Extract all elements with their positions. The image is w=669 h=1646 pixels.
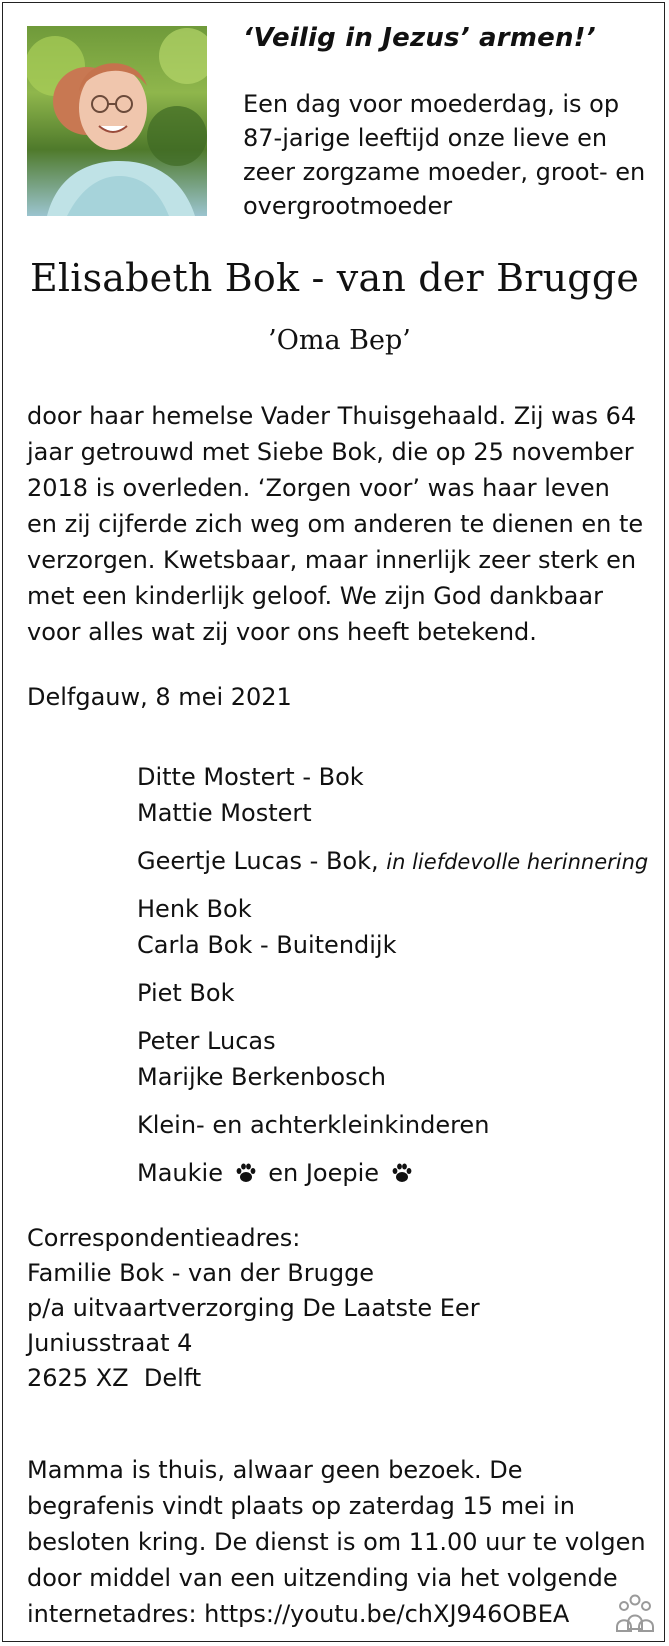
family-member-note: in liefdevolle herinnering <box>386 850 649 874</box>
family-member: Carla Bok - Buitendijk <box>137 931 397 959</box>
address-line: p/a uitvaartverzorging De Laatste Eer <box>27 1294 480 1322</box>
family-member: Ditte Mostert - Bok <box>137 763 364 791</box>
paw-print-icon <box>235 1162 257 1190</box>
people-group-logo <box>613 1593 657 1637</box>
address-line: 2625 XZ Delft <box>27 1364 202 1392</box>
portrait-photo <box>27 26 207 216</box>
paw-print-icon <box>391 1162 413 1190</box>
pet-name: Maukie <box>137 1159 223 1187</box>
deceased-name: Elisabeth Bok - van der Brugge <box>29 256 640 300</box>
tagline: ‘Veilig in Jezus’ armen!’ <box>243 23 596 53</box>
family-member: Henk Bok <box>137 895 252 923</box>
nickname: ’Oma Bep’ <box>268 325 411 356</box>
family-member-row <box>137 847 648 875</box>
family-member: Geertje Lucas - Bok, <box>137 847 379 875</box>
address-line: Familie Bok - van der Brugge <box>27 1259 375 1287</box>
family-member: Marijke Berkenbosch <box>137 1063 386 1091</box>
address-line: Juniusstraat 4 <box>27 1329 193 1357</box>
family-member: Klein- en achterkleinkinderen <box>137 1111 490 1139</box>
family-member: Peter Lucas <box>137 1027 276 1055</box>
address-label: Correspondentieadres: <box>27 1224 301 1252</box>
obituary-card <box>2 2 665 1642</box>
family-member: Mattie Mostert <box>137 799 312 827</box>
intro-text: Een dag voor moederdag, is op 87-jarige leeftijd onze lieve en zeer zorgzame moeder, groot- en overgrootmoeder <box>243 90 646 220</box>
family-member: Piet Bok <box>137 979 235 1007</box>
closing-paragraph: Mamma is thuis, alwaar geen bezoek. De begrafenis vindt plaats op zaterdag 15 mei in besloten kring. De dienst is om 11.00 uur te volgen door middel van een uitzending via het volgende <box>27 1456 646 1592</box>
closing-text <box>27 1452 652 1632</box>
correspondence-address <box>27 1221 480 1396</box>
place-date: Delfgauw, 8 mei 2021 <box>27 683 292 711</box>
pet-name: en Joepie <box>268 1159 380 1187</box>
body-text: door haar hemelse Vader Thuisgehaald. Zij was 64 jaar getrouwd met Siebe Bok, die op 25 november 2018 is overleden. ‘Zorgen voor’ was haar leven en zij cijferde zich weg om anderen te dienen en te verzorgen. Kwetsbaar, maar innerlijk zeer sterk en met een kinderlijk geloof. We zijn God dankbaar voor alles wat zij voor ons heeft betekend. <box>27 402 644 646</box>
stream-url: internetadres: https://youtu.be/chXJ946OBEA <box>27 1600 570 1628</box>
pets-row <box>137 1159 417 1190</box>
